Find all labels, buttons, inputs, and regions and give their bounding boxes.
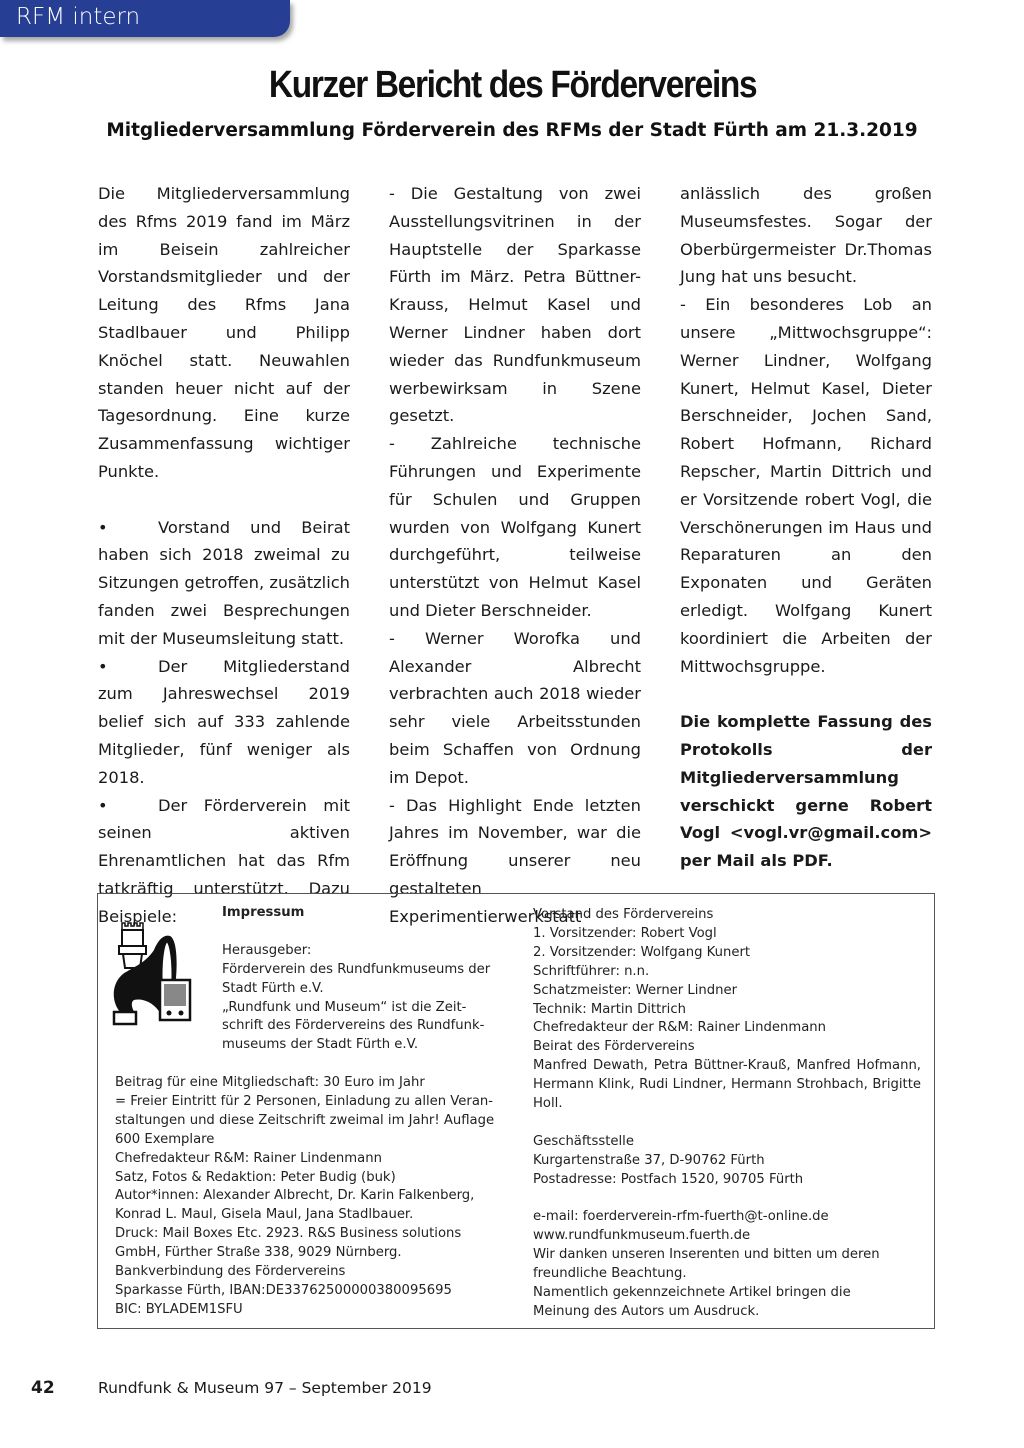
list-item: - Das Highlight Ende letzten Jahres im November, war die Eröffnung unserer neu gestalteten Experimentierwerkstatt bbox=[389, 795, 641, 926]
impressum-line: GmbH, Fürther Straße 338, 9029 Nürnberg. bbox=[115, 1245, 402, 1261]
list-item: - Ein besonderes Lob an unsere „Mittwochsgruppe“: Werner Lindner, Wolfgang Kunert, Helmut Kasel, Dieter Berschneider, Jochen Sand, Robert Hofmann, Richard Repscher, Martin Dittrich und er Vorsitzende robert Vogl, die Verschönerungen im Haus und Reparaturen an den Exponaten und Geräten erledigt. Wolfgang Kunert koordiniert die Arbeiten der Mittwochsgruppe. bbox=[680, 295, 932, 676]
intro-paragraph: Die Mitgliederversammlung des Rfms 2019 fand im März im Beisein zahlreicher Vorstandsmitglieder und der Leitung des Rfms Jana Stadlbauer und Philipp Knöchel statt. Neuwahlen standen heuer nicht auf der Tagesordnung. Eine kurze Zusammenfassung wichtiger Punkte. bbox=[98, 184, 350, 481]
bullet-icon: • bbox=[98, 517, 108, 537]
list-item: - Zahlreiche technische Führungen und Experimente für Schulen und Gruppen wurden von Wolfgang Kunert durchgeführt, teilweise unterstützt von Helmut Kasel und Dieter Berschneider. bbox=[389, 434, 641, 620]
disclaimer-line: Meinung des Autors um Ausdruck. bbox=[533, 1304, 760, 1319]
bullet-item: • Vorstand und Beirat haben sich 2018 zweimal zu Sitzungen getroffen, zusätzlich fanden zwei Besprechungen mit der Museumsleitung statt. bbox=[98, 514, 350, 653]
disclaimer-line: Namentlich gekennzeichnete Artikel bringen die bbox=[533, 1285, 851, 1301]
bullet-icon: • bbox=[98, 795, 108, 815]
section-tab bbox=[0, 0, 290, 37]
section-tab-label: RFM intern bbox=[16, 4, 141, 30]
article-column-1 bbox=[98, 180, 350, 931]
board-line: Schriftführer: n.n. bbox=[533, 963, 650, 979]
board-line: Chefredakteur der R&M: Rainer Lindenmann bbox=[533, 1020, 827, 1036]
impressum-line: Chefredakteur R&M: Rainer Lindenmann bbox=[115, 1150, 382, 1166]
bullet-item: • Der Förderverein mit seinen aktiven Ehrenamtlichen hat das Rfm tatkräftig unterstützt. Dazu Beispiele: bbox=[98, 792, 350, 931]
board-line: 2. Vorsitzender: Wolfgang Kunert bbox=[533, 944, 751, 960]
article-column-2 bbox=[389, 180, 641, 931]
impressum-board bbox=[533, 906, 921, 1322]
publisher-line: Stadt Fürth e.V. bbox=[222, 980, 324, 996]
page-number: 42 bbox=[31, 1378, 55, 1398]
impressum-publisher bbox=[222, 904, 522, 1055]
email-link[interactable]: e-mail: foerderverein-rfm-fuerth@t-online.de bbox=[533, 1209, 829, 1225]
board-line: Technik: Martin Dittrich bbox=[533, 1001, 686, 1017]
board-heading: Vorstand des Fördervereins bbox=[533, 907, 714, 922]
office-postal: Postadresse: Postfach 1520, 90705 Fürth bbox=[533, 1171, 804, 1187]
bullet-icon: • bbox=[98, 656, 108, 676]
impressum-details bbox=[115, 1074, 515, 1320]
board-line: Schatzmeister: Werner Lindner bbox=[533, 982, 738, 998]
impressum-line: Druck: Mail Boxes Etc. 2923. R&S Business solutions bbox=[115, 1226, 462, 1242]
impressum-line: Bankverbindung des Fördervereins bbox=[115, 1264, 346, 1280]
closing-note: Die komplette Fassung des Protokolls der Mitgliederversammlung verschickt gerne Robert Vogl <vogl.vr@gmail.com> per Mail als PDF. bbox=[680, 712, 932, 871]
advisory-heading: Beirat des Fördervereins bbox=[533, 1039, 695, 1055]
impressum-line: 600 Exemplare bbox=[115, 1131, 215, 1147]
impressum-line: = Freier Eintritt für 2 Personen, Einladung zu allen Veran- bbox=[115, 1093, 494, 1109]
bic-line: BIC: BYLADEM1SFU bbox=[115, 1301, 243, 1317]
website-link[interactable]: www.rundfunkmuseum.fuerth.de bbox=[533, 1228, 751, 1244]
office-heading: Geschäftsstelle bbox=[533, 1133, 634, 1149]
publisher-line: museums der Stadt Fürth e.V. bbox=[222, 1037, 419, 1053]
office-address: Kurgartenstraße 37, D-90762 Fürth bbox=[533, 1152, 765, 1168]
list-item: - Werner Worofka und Alexander Albrecht verbrachten auch 2018 wieder sehr viele Arbeitsstunden beim Schaffen von Ordnung im Depot. bbox=[389, 628, 641, 787]
article-title: Kurzer Bericht des Fördervereins bbox=[268, 64, 757, 106]
list-item: anlässlich des großen Museumsfestes. Sogar der Oberbürgermeister Dr.Thomas Jung hat uns besucht. bbox=[680, 184, 932, 287]
impressum-line: Satz, Fotos & Redaktion: Peter Budig (buk) bbox=[115, 1169, 396, 1185]
bullet-item: • Der Mitgliederstand zum Jahreswechsel 2019 belief sich auf 333 zahlende Mitglieder, fünf weniger als 2018. bbox=[98, 653, 350, 792]
publisher-line: schrift des Fördervereins des Rundfunk- bbox=[222, 1018, 485, 1034]
thanks-line: Wir danken unseren Inserenten und bitten um deren bbox=[533, 1247, 880, 1263]
article-column-3 bbox=[680, 180, 932, 875]
impressum-line: Autor*innen: Alexander Albrecht, Dr. Karin Falkenberg, bbox=[115, 1188, 475, 1204]
article-subtitle: Mitgliederversammlung Förderverein des RFMs der Stadt Fürth am 21.3.2019 bbox=[106, 120, 918, 141]
impressum-line: Konrad L. Maul, Gisela Maul, Jana Stadlbauer. bbox=[115, 1207, 414, 1223]
impressum-line: staltungen und diese Zeitschrift zweimal im Jahr! Auflage bbox=[115, 1112, 495, 1128]
iban-line: Sparkasse Fürth, IBAN:DE33762500000380095695 bbox=[115, 1282, 452, 1298]
publisher-line: Förderverein des Rundfunkmuseums der bbox=[222, 961, 491, 977]
board-line: 1. Vorsitzender: Robert Vogl bbox=[533, 925, 717, 941]
impressum-line: Beitrag für eine Mitgliedschaft: 30 Euro im Jahr bbox=[115, 1075, 425, 1090]
publisher-line: „Rundfunk und Museum“ ist die Zeit- bbox=[222, 999, 467, 1015]
impressum-box bbox=[97, 893, 935, 1329]
advisory-members: Manfred Dewath, Petra Büttner-Krauß, Manfred Hofmann, Hermann Klink, Rudi Lindner, Hermann Strohbach, Brigitte Holl. bbox=[533, 1058, 921, 1112]
list-item: - Die Gestaltung von zwei Ausstellungsvitrinen in der Hauptstelle der Sparkasse Fürth im März. Petra Büttner-Krauss, Helmut Kasel und Werner Lindner haben dort wieder das Rundfunkmuseum werbewirksam in Szene gesetzt. bbox=[389, 184, 641, 426]
impressum-heading: Impressum bbox=[222, 905, 305, 920]
thanks-line: freundliche Beachtung. bbox=[533, 1266, 687, 1282]
publisher-label: Herausgeber: bbox=[222, 942, 312, 958]
radio-horn-logo-icon bbox=[112, 920, 192, 1026]
issue-label: Rundfunk & Museum 97 – September 2019 bbox=[98, 1379, 432, 1397]
